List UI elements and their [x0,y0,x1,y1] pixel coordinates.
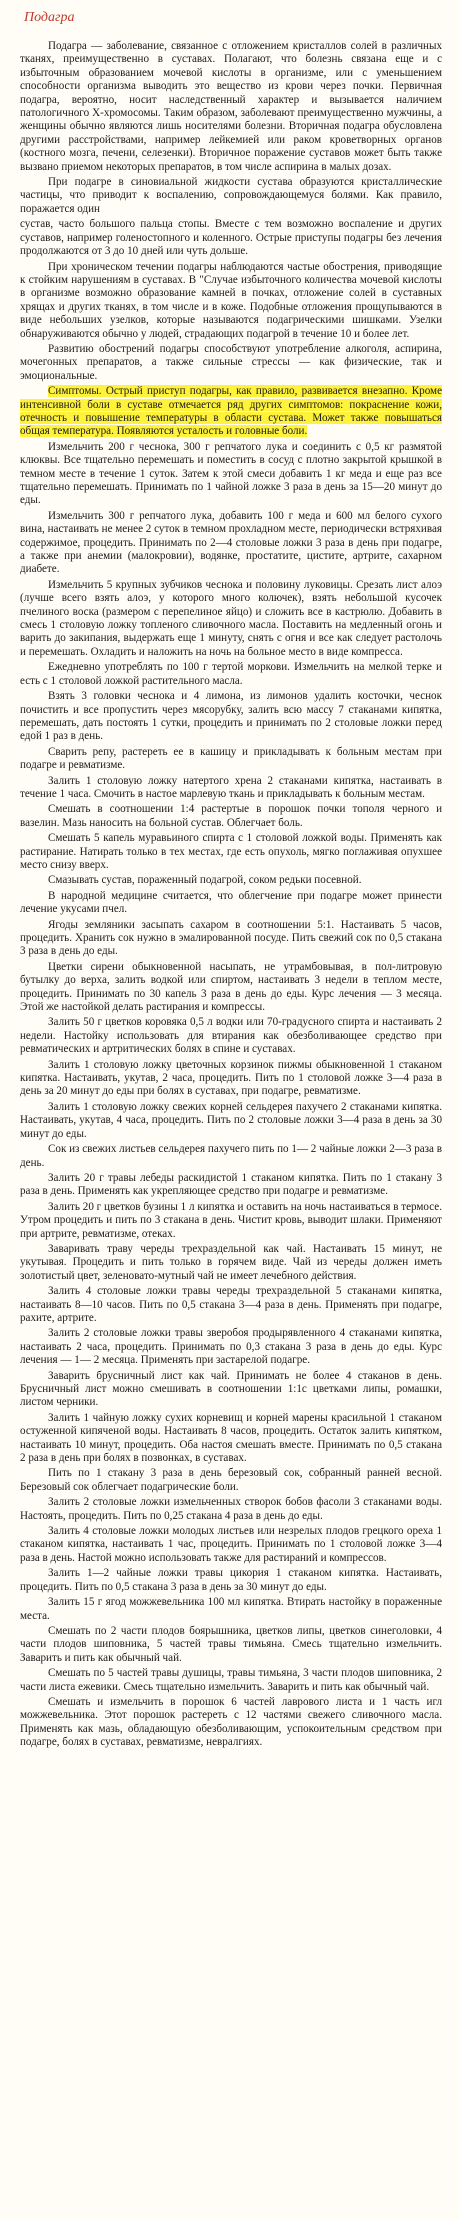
paragraph: Смешать и измельчить в порошок 6 частей лаврового листа и 1 часть игл можжевельника. Этот порошок растереть с 12 частями свежего сливочного масла. Применять как мазь, обладающую обезболивающим, успокоительным средством при подагре, болях в суставах, ревматизме, невралгиях. [20,1695,442,1749]
paragraph: сустав, часто большого пальца стопы. Вместе с тем возможно воспаление и других суставов, например голеностопного и коленного. Острые приступы подагры без лечения продолжаются от 3 до 10 дней или чуть дольше. [20,218,442,258]
document-title: Подагра [24,10,75,25]
document-body [20,40,442,1750]
paragraph: Измельчить 5 крупных зубчиков чеснока и половину луковицы. Срезать лист алоэ (лучше всего взять алоэ, у которого много колючек), взять небольшой кусочек пчелиного воска (размером с перепелиное яйцо) и сложить все в кастрюлю. Добавить в смесь 1 столовую ложку топленого сливочного масла. Поставить на медленный огонь и варить до закипания, выдержать еще 1 минуту, снять с огня и все как следует растолочь и перемешать. Охладить и наложить на ночь на больное место в виде компресса. [20,578,442,658]
paragraph: Залить 2 столовые ложки измельченных створок бобов фасоли 3 стаканами воды. Настоять, процедить. Пить по 0,25 стакана 4 раза в день до еды. [20,1496,442,1522]
paragraph: Измельчить 200 г чеснока, 300 г репчатого лука и соединить с 0,5 кг размятой клюквы. Все тщательно перемешать и поместить в сосуд с плотно закрытой крышкой в темном месте в течение 1 суток. Затем к этой смеси добавить 1 кг меда и еще раз все тщательно перемешать. Принимать по 1 чайной ложке 3 раза в день за 15—20 минут до еды. [20,440,442,507]
highlighted-paragraph [20,385,442,439]
paragraph: Смешать 5 капель муравьиного спирта с 1 столовой ложкой воды. Применять как растирание. Натирать только в тех местах, где есть опухоль, мягко поглаживая опухшее место снизу вверх. [20,832,442,871]
paragraph: Залить 4 столовые ложки молодых листьев или незрелых плодов грецкого ореха 1 стаканом кипятка, настаивать 1 час, процедить. Принимать по 1 столовой ложке 3—4 раза в день. Настой можно использовать также для растираний и компрессов. [20,1525,442,1564]
paragraph: Заваривать траву череды трехраздельной как чай. Настаивать 15 минут, не укутывая. Процедить и пить только в горячем виде. Чай из череды должен иметь золотистый цвет, зеленовато-мутный чай не имеет лечебного действия. [20,1242,442,1282]
paragraph: Залить 20 г травы лебеды раскидистой 1 стаканом кипятка. Пить по 1 стакану 3 раза в день. Применять как укрепляющее средство при подагре и ревматизме. [20,1171,442,1198]
paragraph: Залить 50 г цветков коровяка 0,5 л водки или 70-градусного спирта и настаивать 2 недели. Настойку использовать для втирания как обезболивающее средство при ревматических и артритических болях в спине и суставах. [20,1016,442,1056]
paragraph: Смешать по 2 части плодов боярышника, цветков липы, цветков синеголовки, 4 части плодов шиповника, 5 частей травы тимьяна. Смесь тщательно измельчить. Заварить и пить как обычный чай. [20,1624,442,1664]
paragraph: Залить 1 столовую ложку натертого хрена 2 стаканами кипятка, настаивать в течение 1 часа. Смочить в настое марлевую ткань и прикладывать к больным местам. [20,774,442,800]
paragraph: Подагра — заболевание, связанное с отложением кристаллов солей в различных тканях, преимущественно в суставах. Полагают, что болезнь связана еще и с избыточным образованием мочевой кислоты в организме, или с уменьшением способности организма выводить это вещество из крови через почки. Первичная подагра, вероятно, носит наследственный характер и вызывается наличием патологичного Х-хромосомы. Таким образом, заболевают преимущественно мужчины, а женщины обычно являются лишь носителями болезни. Вторичная подагра обусловлена другими расстройствами, например лейкемией или раком кроветворных органов (костного мозга, печени, селезенки). Вторичное поражение суставов может быть также вызвано приемом некоторых препаратов, в том числе аспирина в малых дозах. [20,40,442,173]
paragraph: Смешать в соотношении 1:4 растертые в порошок почки тополя черного и вазелин. Мазь наносить на больной сустав. Облегчает боль. [20,803,442,829]
paragraph: Взять 3 головки чеснока и 4 лимона, из лимонов удалить косточки, чеснок почистить и все пропустить через мясорубку, залить всю массу 7 стаканами кипятка, перемешать, дать постоять 1 сутки, процедить и принимать по 2 столовые ложки перед едой 1 раз в день. [20,690,442,743]
paragraph: Залить 1 чайную ложку сухих корневищ и корней марены красильной 1 стаканом остуженной кипяченой воды. Настаивать 8 часов, процедить. Остаток залить кипятком, настаивать 10 минут, процедить. Оба настоя смешать вместе. Принимать по 0,5 стакана 2 раза в день при болях в позвонках, в суставах. [20,1411,442,1465]
paragraph: Измельчить 300 г репчатого лука, добавить 100 г меда и 600 мл белого сухого вина, настаивать не менее 2 суток в темном прохладном месте, периодически встряхивая содержимое, процедить. Принимать по 2—4 столовые ложки 3 раза в день при подагре, а также при анемии (малокровии), водянке, простатите, цистите, артрите, сахарном диабете. [20,509,442,576]
paragraph: Сварить репу, растереть ее в кашицу и прикладывать к больным местам при подагре и ревматизме. [20,745,442,772]
paragraph: Ежедневно употреблять по 100 г тертой моркови. Измельчить на мелкой терке и есть с 1 столовой ложкой растительного масла. [20,661,442,687]
paragraph: Залить 20 г цветков бузины 1 л кипятка и оставить на ночь настаиваться в термосе. Утром процедить и пить по 3 стакана в день. Чистит кровь, выводит шлаки. Применяют при артрите, ревматизме, отеках. [20,1200,442,1240]
paragraph: Залить 1 столовую ложку свежих корней сельдерея пахучего 2 стаканами кипятка. Настаивать, укутав, 4 часа, процедить. Пить по 2 столовые ложки 3—4 раза в день за 30 минут до еды. [20,1100,442,1140]
highlight-mark: Симптомы. Острый приступ подагры, как правило, развивается внезапно. Кроме интенсивной боли в суставе отмечается ряд других симптомов: покраснение кожи, отечность и повышение температуры в области сустава. Может также повышаться общая температура. Появляются усталость и головные боли. [20,385,442,438]
paragraph: Ягоды земляники засыпать сахаром в соотношении 5:1. Настаивать 5 часов, процедить. Хранить сок нужно в эмалированной посуде. Пить свежий сок по 0,5 стакана 3 раза в день до еды. [20,918,442,958]
paragraph: При хроническом течении подагры наблюдаются частые обострения, приводящие к стойким нарушениям в суставах. В "Случае избыточного количества мочевой кислоты в организме возможно образование камней в почках, отложение солей в суставных хрящах и других тканях, в том числе и в коже. Подобные отложения прощупываются в виде небольших узелков, которые называются подагрическими шишками. Узелки обнаруживаются обычно у людей, страдающих подагрой в течение 10 и более лет. [20,260,442,340]
paragraph: Развитию обострений подагры способствуют употребление алкоголя, аспирина, мочегонных препаратов, а также сильные стрессы — как физические, так и эмоциональные. [20,342,442,382]
paragraph: Залить 2 столовые ложки травы зверобоя продырявленного 4 стаканами кипятка, настаивать 2 часа, процедить. Принимать по 0,3 стакана 3 раза в день до еды. Курс лечения — 1— 2 месяца. Применять при застарелой подагре. [20,1327,442,1367]
paragraph: Сок из свежих листьев сельдерея пахучего пить по 1— 2 чайные ложки 2—3 раза в день. [20,1143,442,1169]
paragraph: При подагре в синовиальной жидкости сустава образуются кристаллические частицы, что приводит к воспалению, сопровождающемуся болями. Как правило, поражается один [20,176,442,215]
paragraph: Залить 4 столовые ложки травы череды трехраздельной 5 стаканами кипятка, настаивать 8—10 часов. Пить по 0,5 стакана 3—4 раза в день. Применять при подагре, рахите, артрите. [20,1285,442,1324]
paragraph: Пить по 1 стакану 3 раза в день березовый сок, собранный ранней весной. Березовый сок облегчает подагрические боли. [20,1467,442,1493]
paragraph: Смазывать сустав, пораженный подагрой, соком редьки посевной. [48,874,362,887]
paragraph: Цветки сирени обыкновенной насыпать, не утрамбовывая, в пол-литровую бутылку до верха, залить водкой или спиртом, настаивать 3 недели в теплом месте, процедить. Принимать по 30 капель 3 раза в день до еды. Курс лечения — 3 месяца. Этой же настойкой делать растирания и компрессы. [20,960,442,1014]
paragraph: Смешать по 5 частей травы душицы, травы тимьяна, 3 части плодов шиповника, 2 части листа ежевики. Смесь тщательно измельчить. Заварить и пить как обычный чай. [20,1667,442,1693]
paragraph: В народной медицине считается, что облегчение при подагре может принести лечение укусами пчел. [20,889,442,916]
paragraph: Заварить брусничный лист как чай. Принимать не более 4 стаканов в день. Брусничный лист можно смешивать в соотношении 1:1с цветками липы, ромашки, листом черники. [20,1369,442,1409]
paragraph: Залить 1—2 чайные ложки травы цикория 1 стаканом кипятка. Настаивать, процедить. Пить по 0,5 стакана 3 раза в день за 30 минут до еды. [20,1567,442,1593]
paragraph: Залить 15 г ягод можжевельника 100 мл кипятка. Втирать настойку в пораженные места. [20,1596,442,1622]
paragraph: Залить 1 столовую ложку цветочных корзинок пижмы обыкновенной 1 стаканом кипятка. Настаивать, укутав, 2 часа, процедить. Пить по 1 столовой ложке 3—4 раза в день за 20 минут до еды при болях в суставах, при подагре, ревматизме. [20,1058,442,1098]
